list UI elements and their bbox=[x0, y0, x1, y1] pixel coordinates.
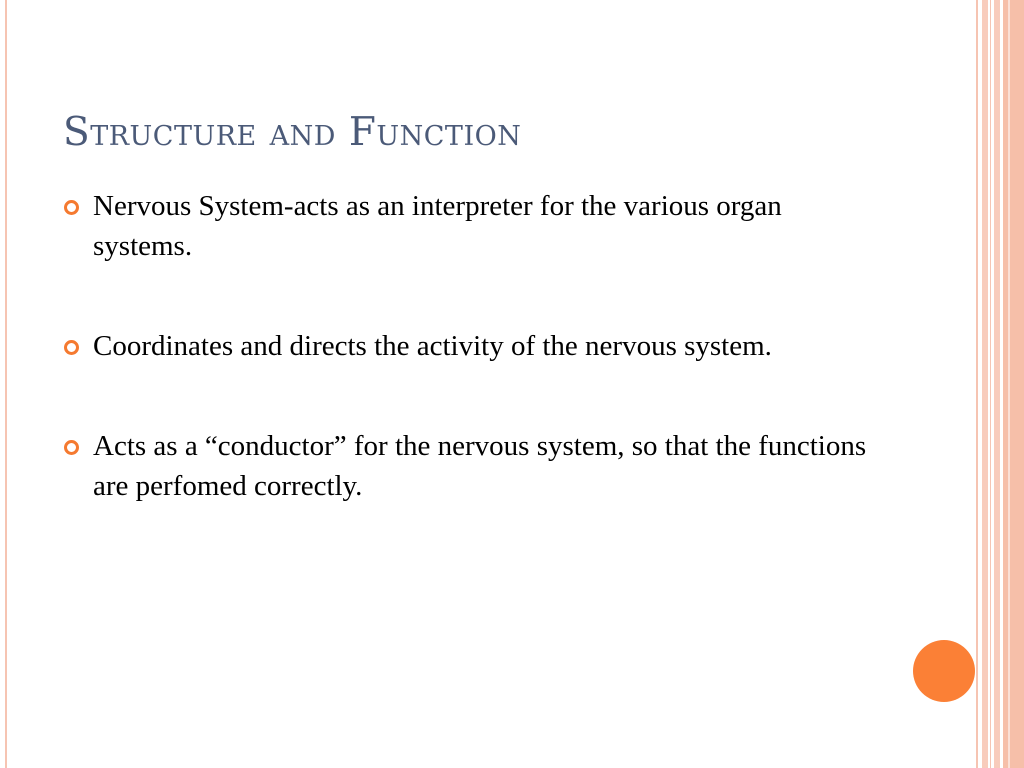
bullet-icon bbox=[64, 440, 79, 455]
bullet-list bbox=[62, 186, 882, 566]
bullet-text: Nervous System-acts as an interpreter for the various organ systems. bbox=[93, 190, 782, 262]
bullet-text: Coordinates and directs the activity of the nervous system. bbox=[93, 330, 772, 362]
slide-title: Structure and Function bbox=[63, 110, 522, 155]
left-border-line bbox=[5, 0, 7, 768]
bullet-icon bbox=[64, 200, 79, 215]
bullet-icon bbox=[64, 340, 79, 355]
right-decor-stripe bbox=[976, 0, 978, 768]
bullet-text: Acts as a “conductor” for the nervous system, so that the functions are perfomed correctly. bbox=[93, 430, 867, 502]
bullet-item bbox=[62, 326, 882, 366]
right-decor-stripe bbox=[994, 0, 1000, 768]
decor-circle bbox=[913, 640, 975, 702]
right-decor-stripe bbox=[982, 0, 988, 768]
right-decor-stripe bbox=[1003, 0, 1024, 768]
right-decor-stripe bbox=[1008, 0, 1010, 768]
right-decor-stripe bbox=[990, 0, 991, 768]
bullet-item bbox=[62, 186, 882, 266]
bullet-item bbox=[62, 426, 882, 506]
